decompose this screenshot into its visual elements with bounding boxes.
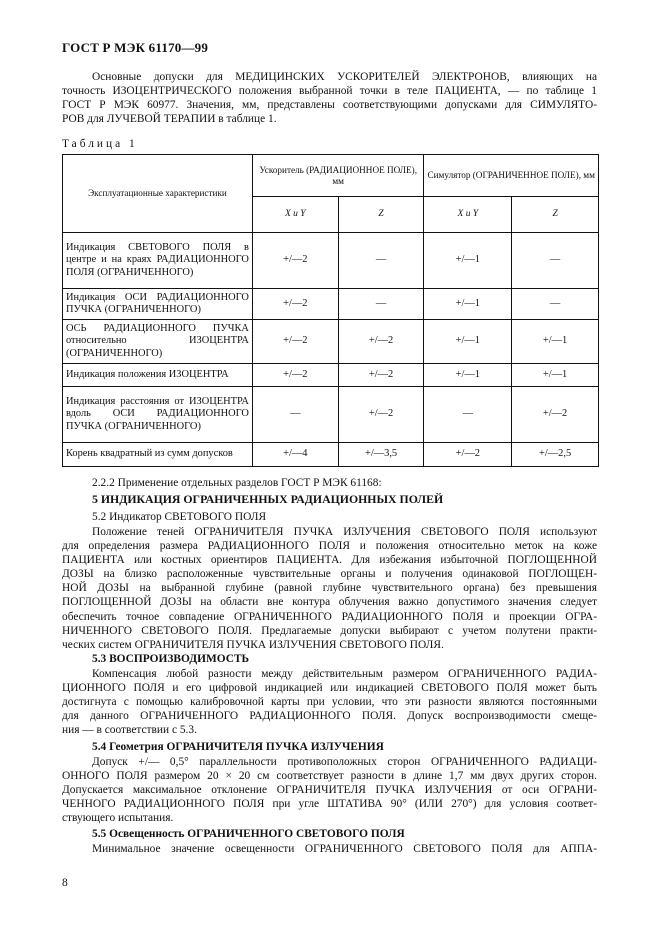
cell: +/—4 xyxy=(252,443,338,467)
intro-paragraph xyxy=(62,70,597,126)
cell: +/—1 xyxy=(512,320,599,364)
cell: — xyxy=(252,387,338,443)
cell: +/—2 xyxy=(252,233,338,289)
section-5-5-title: 5.5 Освещенность ОГРАНИЧЕННОГО СВЕТОВОГО ПОЛЯ xyxy=(92,828,405,840)
text-line: обеспечить точное совпадение ОГРАНИЧЕННОГО РАДИАЦИОННОГО ПОЛЯ и проекции ОГРА- xyxy=(62,610,597,623)
text-line: Допускается максимальное отклонение ОГРАНИЧИТЕЛЯ ПУЧКА ИЗЛУЧЕНИЯ от оси ОГРАНИ- xyxy=(62,784,597,797)
text-line: Минимальное значение освещенности ОГРАНИЧЕННОГО СВЕТОВОГО ПОЛЯ для АППА- xyxy=(92,843,597,855)
cell: +/—2 xyxy=(338,320,424,364)
table-row xyxy=(63,364,599,387)
text-line: Компенсация любой разности между действительным размером ОГРАНИЧЕННОГО РАДИА- xyxy=(92,668,597,680)
text-line: для данного ОГРАНИЧЕННОГО РАДИАЦИОННОГО ПОЛЯ. Допуск воспроизводимости смеще- xyxy=(62,710,597,723)
row-label: Индикация положения ИЗОЦЕНТРА xyxy=(63,364,253,387)
table-header-simulator: Симулятор (ОГРАНИЧЕННОЕ ПОЛЕ), мм xyxy=(424,155,599,197)
text-line: ческих систем ОГРАНИЧИТЕЛЯ ПУЧКА ИЗЛУЧЕНИЯ СВЕТОВОГО ПОЛЯ. xyxy=(62,638,444,651)
text-line: точность ИЗОЦЕНТРИЧЕСКОГО положения выбранной точки в теле ПАЦИЕНТА, — по таблице 1 xyxy=(62,85,597,98)
cell: — xyxy=(424,387,512,443)
subheader-xy: X и Y xyxy=(252,197,338,233)
cell: +/—2 xyxy=(424,443,512,467)
text-line: достигнута с помощью калибровочной карты при условии, что эти разности являются постоянными xyxy=(62,696,597,709)
section-5-2-text xyxy=(62,525,597,652)
section-5-4-title: 5.4 Геометрия ОГРАНИЧИТЕЛЯ ПУЧКА ИЗЛУЧЕНИЯ xyxy=(92,741,384,753)
cell: +/—2 xyxy=(338,387,424,443)
table-header-characteristics: Эксплуатационные характеристики xyxy=(63,155,253,233)
text-line: ЦИОННОГО ПОЛЯ и его цифровой индикацией или индикацией СВЕТОВОГО ПОЛЯ может быть xyxy=(62,682,597,695)
section-2-2-2: 2.2.2 Применение отдельных разделов ГОСТ Р МЭК 61168: xyxy=(92,477,382,489)
cell: +/—2 xyxy=(252,320,338,364)
table-row xyxy=(63,443,599,467)
section-5-title: 5 ИНДИКАЦИЯ ОГРАНИЧЕННЫХ РАДИАЦИОННЫХ ПОЛЕЙ xyxy=(92,492,444,506)
cell: +/—2 xyxy=(512,387,599,443)
row-label: Корень квадратный из сумм допусков xyxy=(63,443,253,467)
cell: — xyxy=(338,289,424,320)
row-label: Индикация расстояния от ИЗОЦЕНТРА вдоль ОСИ РАДИАЦИОННОГО ПУЧКА (ОГРАНИЧЕННОГО) xyxy=(63,387,253,443)
text-line: ПОГЛОЩЕННОЙ ДОЗЫ на области вне контура облучения важно допустимого значения следует xyxy=(62,596,597,609)
row-label: ОСЬ РАДИАЦИОННОГО ПУЧКА относительно ИЗОЦЕНТРА (ОГРАНИЧЕННОГО) xyxy=(63,320,253,364)
cell: +/—2 xyxy=(252,364,338,387)
tolerance-table xyxy=(62,154,599,467)
row-label: Индикация ОСИ РАДИАЦИОННОГО ПУЧКА (ОГРАНИЧЕННОГО) xyxy=(63,289,253,320)
text-line: НОЙ ДОЗЫ на выбранной глубине (равной глубине чувствительного органа) без превышения xyxy=(62,582,597,595)
cell: +/—2 xyxy=(252,289,338,320)
table-row xyxy=(63,387,599,443)
text-line: Положение теней ОГРАНИЧИТЕЛЯ ПУЧКА ИЗЛУЧЕНИЯ СВЕТОВОГО ПОЛЯ используют xyxy=(92,526,597,538)
text-line: ствующего испытания. xyxy=(62,812,174,825)
text-line: ОННОГО ПОЛЯ размером 20 × 20 см соответствует разности в длине 1,7 мм двух других сторон. xyxy=(62,770,597,783)
subheader-xy-sim: X и Y xyxy=(424,197,512,233)
page-number: 8 xyxy=(62,877,68,889)
page-header: ГОСТ Р МЭК 61170—99 xyxy=(62,40,209,55)
cell: +/—2,5 xyxy=(512,443,599,467)
table-header-accelerator: Ускоритель (РАДИАЦИОННОЕ ПОЛЕ), мм xyxy=(252,155,424,197)
table-row xyxy=(63,233,599,289)
cell: — xyxy=(512,289,599,320)
text-line: ПАЦИЕНТА или костных ориентиров ПАЦИЕНТА. Для избежания избыточной ПОГЛОЩЕННОЙ xyxy=(62,554,597,567)
cell: +/—1 xyxy=(424,289,512,320)
table-caption: Таблица 1 xyxy=(62,138,138,150)
table-row xyxy=(63,289,599,320)
text-line: ГОСТ Р МЭК 60977. Значения, мм, представлены соответствующими допусками для СИМУЛЯТО- xyxy=(62,99,597,112)
section-5-3-text xyxy=(62,667,597,737)
subheader-z: Z xyxy=(338,197,424,233)
cell: — xyxy=(338,233,424,289)
cell: +/—1 xyxy=(424,233,512,289)
subheader-z-sim: Z xyxy=(512,197,599,233)
table-row xyxy=(63,320,599,364)
cell: +/—3,5 xyxy=(338,443,424,467)
cell: +/—2 xyxy=(338,364,424,387)
row-label: Индикация СВЕТОВОГО ПОЛЯ в центре и на краях РАДИАЦИОННОГО ПОЛЯ (ОГРАНИЧЕННОГО) xyxy=(63,233,253,289)
section-5-4-text xyxy=(62,755,597,825)
cell: +/—1 xyxy=(424,364,512,387)
text-line: ДОЗЫ на близко расположенные чувствительные органы и получения одинаковой ПОГЛОЩЕН- xyxy=(62,568,597,581)
text-line: Допуск +/— 0,5° параллельности противоположных сторон ОГРАНИЧЕННОГО РАДИАЦИ- xyxy=(92,756,597,768)
text-line: ЧЕННОГО РАДИАЦИОННОГО ПОЛЯ при угле ШТАТИВА 90° (ИЛИ 270°) для условия соответ- xyxy=(62,798,597,811)
text-line: ния — в соответствии с 5.3. xyxy=(62,724,197,737)
text-line: Основные допуски для МЕДИЦИНСКИХ УСКОРИТЕЛЕЙ ЭЛЕКТРОНОВ, влияющих на xyxy=(92,71,597,83)
section-5-2-title: 5.2 Индикатор СВЕТОВОГО ПОЛЯ xyxy=(92,511,267,523)
text-line: для определения размера РАДИАЦИОННОГО ПОЛЯ и положения относительно меток на коже xyxy=(62,540,597,553)
text-line: НИЧЕННОГО СВЕТОВОГО ПОЛЯ. Предлагаемые допуски выбирают с учетом полутени практи- xyxy=(62,624,597,637)
cell: +/—1 xyxy=(512,364,599,387)
cell: +/—1 xyxy=(424,320,512,364)
cell: — xyxy=(512,233,599,289)
text-line: РОВ для ЛУЧЕВОЙ ТЕРАПИИ в таблице 1. xyxy=(62,113,277,126)
section-5-5-text xyxy=(62,842,597,856)
section-5-3-title: 5.3 ВОСПРОИЗВОДИМОСТЬ xyxy=(92,653,250,665)
